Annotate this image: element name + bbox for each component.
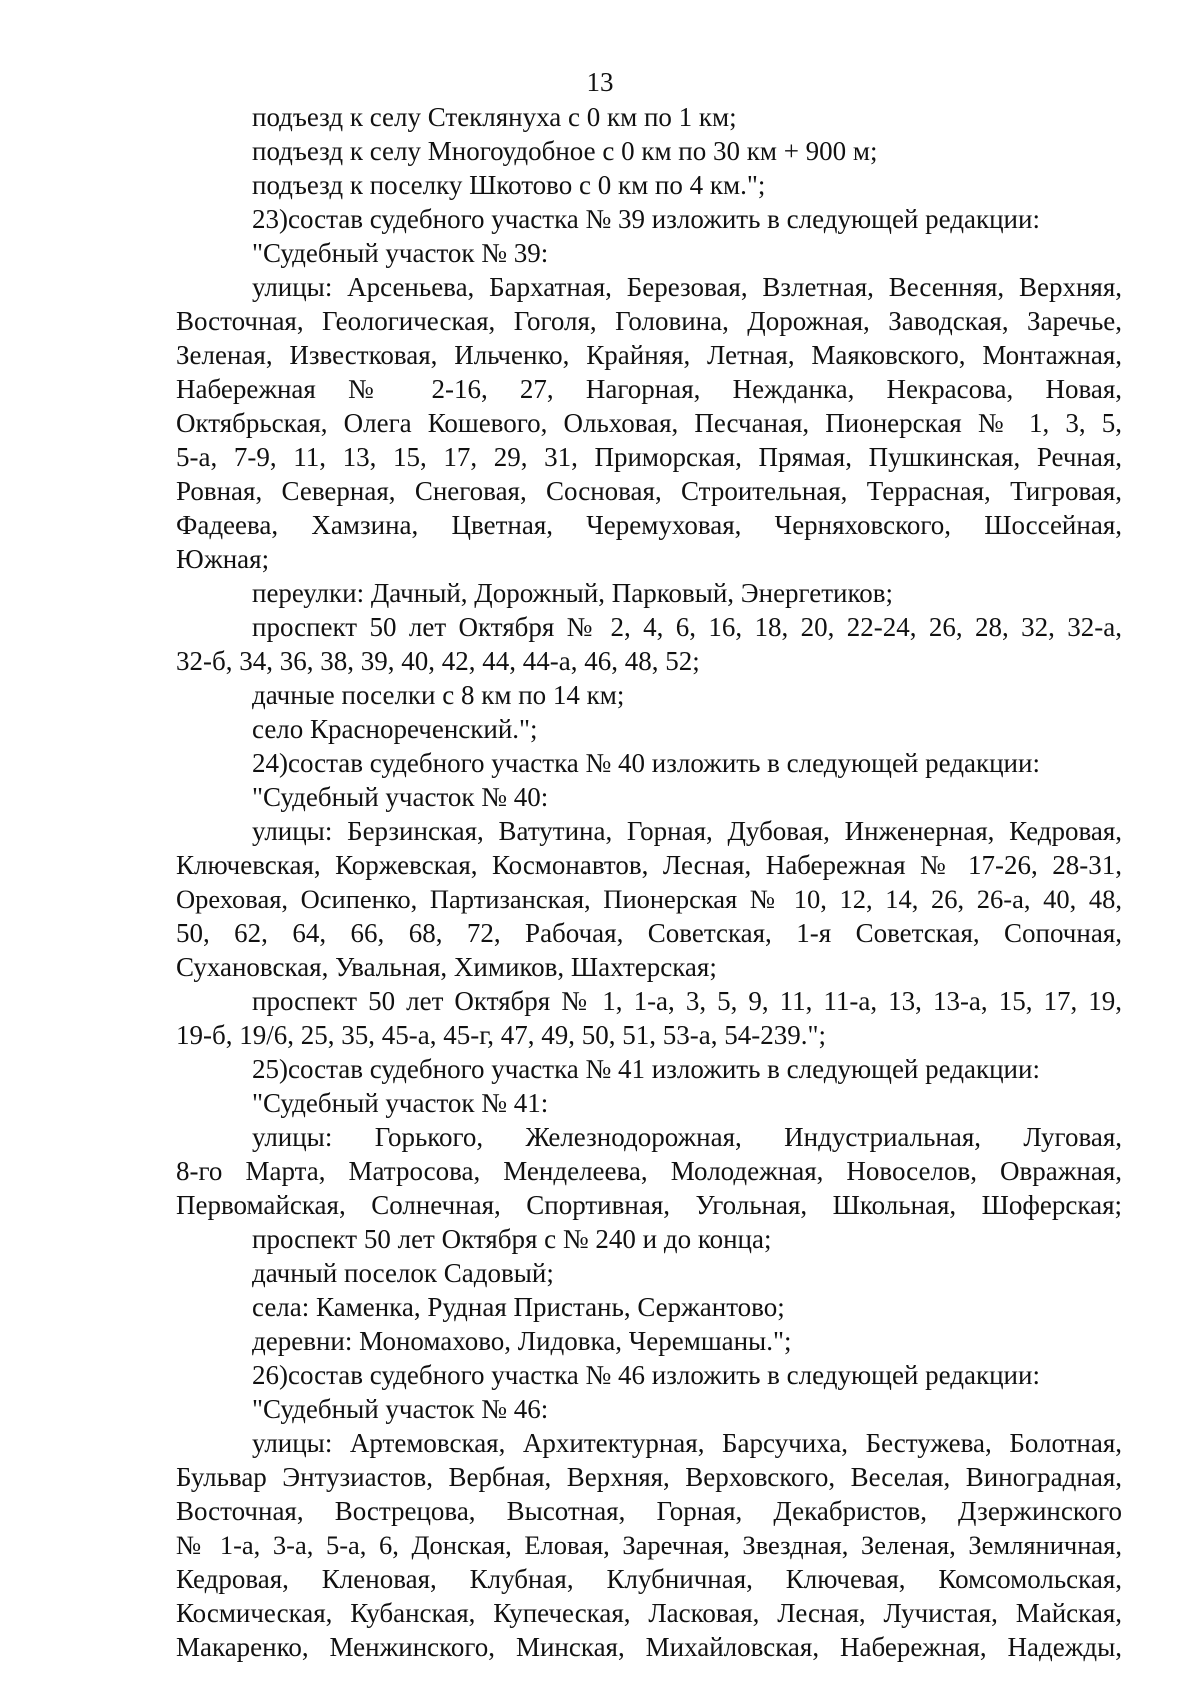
page-number: 13 [586,67,614,97]
text-line: улицы: Артемовская, Архитектурная, Барсучиха, Бестужева, Болотная, [252,1428,1122,1458]
text-line: Сухановская, Увальная, Химиков, Шахтерская; [176,952,717,982]
text-line: деревни: Мономахово, Лидовка, Черемшаны."; [252,1326,792,1356]
text-line: улицы: Горького, Железнодорожная, Индустриальная, Луговая, [252,1122,1122,1152]
text-line: Ореховая, Осипенко, Партизанская, Пионерская № 10, 12, 14, 26, 26-а, 40, 48, [176,884,1122,914]
text-line: 8-го Марта, Матросова, Менделеева, Молодежная, Новоселов, Овражная, [176,1156,1122,1186]
text-line: Восточная, Геологическая, Гоголя, Головина, Дорожная, Заводская, Заречье, [176,306,1122,336]
text-line: "Судебный участок № 41: [252,1088,549,1118]
text-line: Ключевская, Коржевская, Космонавтов, Лесная, Набережная № 17-26, 28-31, [176,850,1122,880]
text-line: дачные поселки с 8 км по 14 км; [252,680,625,710]
document-body [176,100,1122,1664]
text-line: Первомайская, Солнечная, Спортивная, Угольная, Школьная, Шоферская; [176,1190,1122,1220]
text-line: Фадеева, Хамзина, Цветная, Черемуховая, Черняховского, Шоссейная, [176,510,1122,540]
text-line: подъезд к поселку Шкотово с 0 км по 4 км."; [252,170,766,200]
text-line: 25)состав судебного участка № 41 изложить в следующей редакции: [252,1054,1040,1084]
text-line: 5-а, 7-9, 11, 13, 15, 17, 29, 31, Приморская, Прямая, Пушкинская, Речная, [176,442,1122,472]
text-line: улицы: Берзинская, Ватутина, Горная, Дубовая, Инженерная, Кедровая, [252,816,1122,846]
text-line: проспект 50 лет Октября № 1, 1-а, 3, 5, 9, 11, 11-а, 13, 13-а, 15, 17, 19, [252,986,1122,1016]
text-line: проспект 50 лет Октября с № 240 и до конца; [252,1224,772,1254]
text-line: Южная; [176,544,270,574]
text-line: "Судебный участок № 40: [252,782,549,812]
text-line: 50, 62, 64, 66, 68, 72, Рабочая, Советская, 1-я Советская, Сопочная, [176,918,1122,948]
text-line: Восточная, Вострецова, Высотная, Горная, Декабристов, Дзержинского [176,1496,1122,1526]
text-line: 23)состав судебного участка № 39 изложить в следующей редакции: [252,204,1040,234]
text-line: Космическая, Кубанская, Купеческая, Ласковая, Лесная, Лучистая, Майская, [176,1598,1122,1628]
text-line: Кедровая, Кленовая, Клубная, Клубничная, Ключевая, Комсомольская, [176,1564,1122,1594]
text-line: 32-б, 34, 36, 38, 39, 40, 42, 44, 44-а, 46, 48, 52; [176,646,700,676]
text-line: 26)состав судебного участка № 46 изложить в следующей редакции: [252,1360,1040,1390]
text-line: подъезд к селу Многоудобное с 0 км по 30 км + 900 м; [252,136,878,166]
text-line: Набережная № 2-16, 27, Нагорная, Нежданка, Некрасова, Новая, [176,374,1122,404]
text-line: переулки: Дачный, Дорожный, Парковый, Энергетиков; [252,578,893,608]
text-line: "Судебный участок № 39: [252,238,549,268]
text-line: улицы: Арсеньева, Бархатная, Березовая, Взлетная, Весенняя, Верхняя, [252,272,1122,302]
text-line: проспект 50 лет Октября № 2, 4, 6, 16, 18, 20, 22-24, 26, 28, 32, 32-а, [252,612,1122,642]
text-line: Ровная, Северная, Снеговая, Сосновая, Строительная, Террасная, Тигровая, [176,476,1122,506]
text-line: подъезд к селу Стеклянуха с 0 км по 1 км; [252,102,737,132]
text-line: село Краснореченский."; [252,714,538,744]
text-line: Зеленая, Известковая, Ильченко, Крайняя, Летная, Маяковского, Монтажная, [176,340,1122,370]
text-line: дачный поселок Садовый; [252,1258,554,1288]
text-line: "Судебный участок № 46: [252,1394,549,1424]
text-line: № 1-а, 3-а, 5-а, 6, Донская, Еловая, Заречная, Звездная, Зеленая, Земляничная, [176,1530,1122,1560]
text-line: Бульвар Энтузиастов, Вербная, Верхняя, Верховского, Веселая, Виноградная, [176,1462,1122,1492]
text-line: Октябрьская, Олега Кошевого, Ольховая, Песчаная, Пионерская № 1, 3, 5, [176,408,1122,438]
text-line: 19-б, 19/6, 25, 35, 45-а, 45-г, 47, 49, 50, 51, 53-а, 54-239."; [176,1020,826,1050]
text-line: села: Каменка, Рудная Пристань, Сержантово; [252,1292,785,1322]
text-line: 24)состав судебного участка № 40 изложить в следующей редакции: [252,748,1040,778]
text-line: Макаренко, Менжинского, Минская, Михайловская, Набережная, Надежды, [176,1632,1122,1662]
